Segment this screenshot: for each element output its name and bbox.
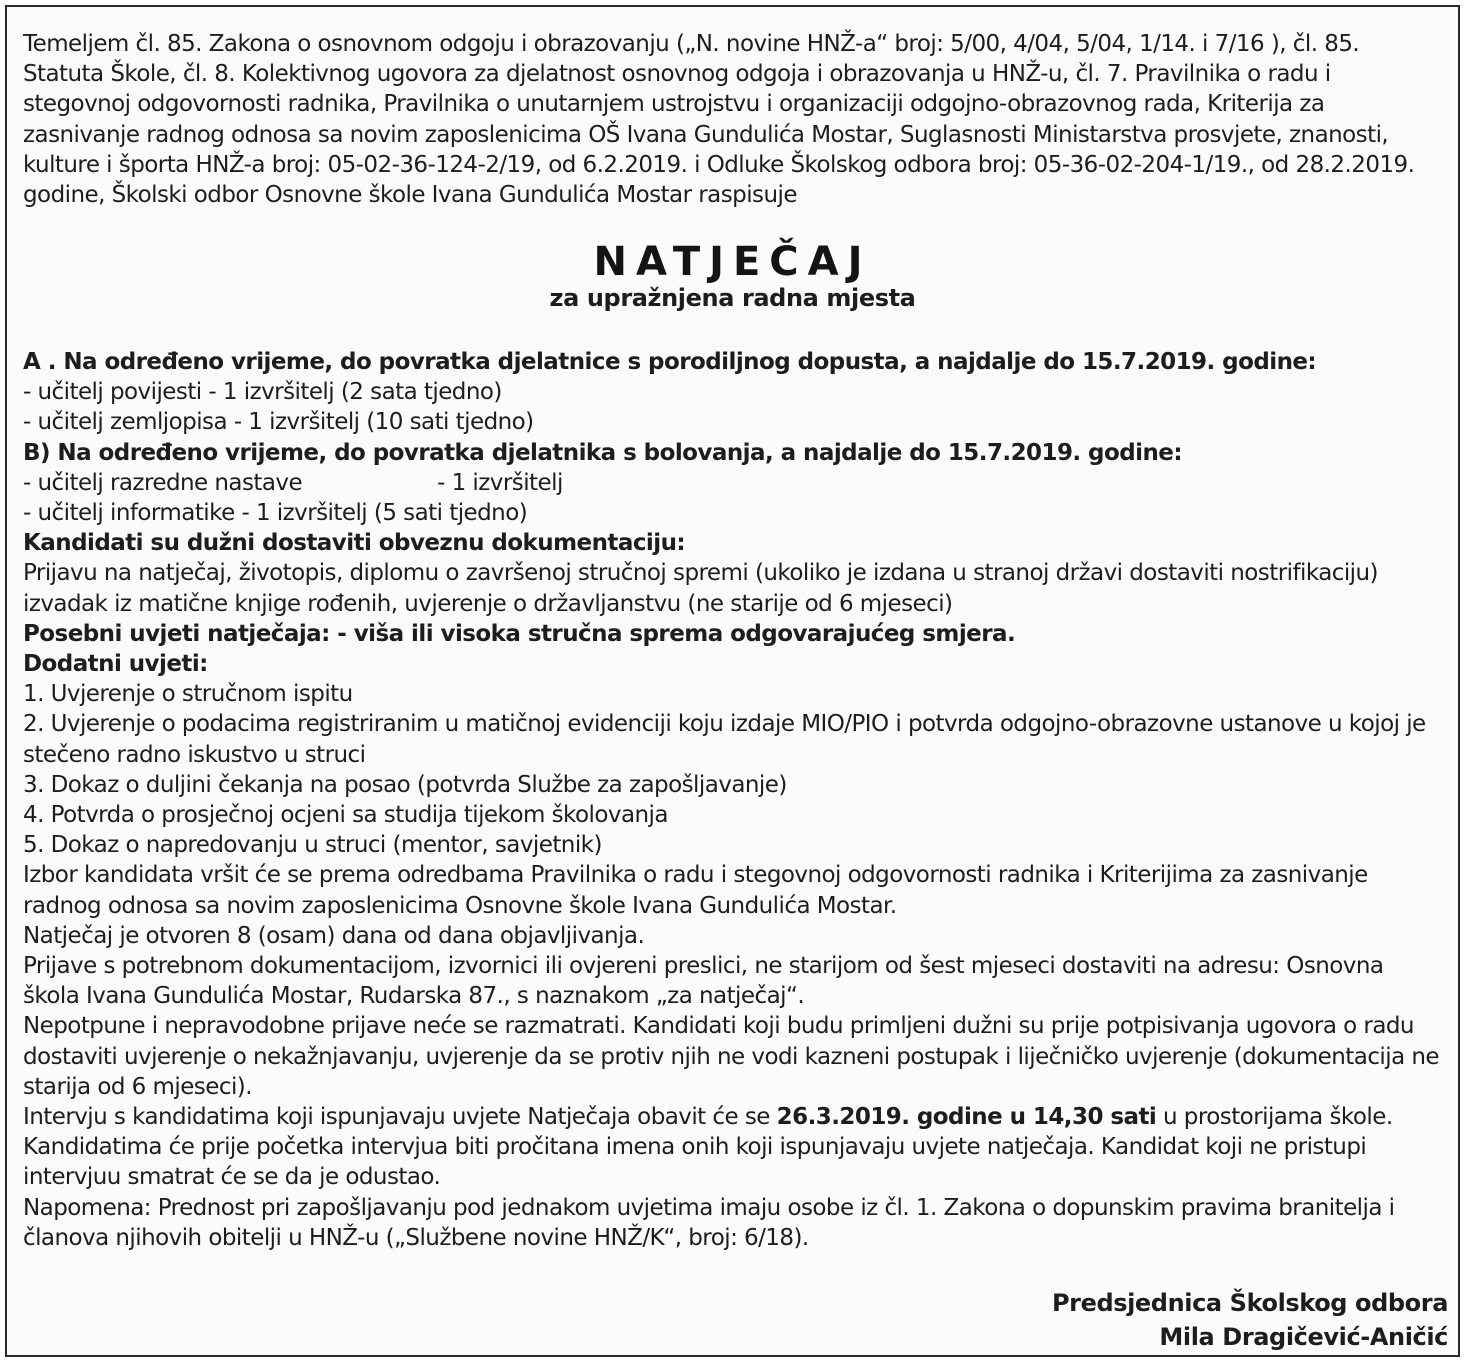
documents-heading: Kandidati su dužni dostaviti obveznu dokumentaciju: (23, 530, 686, 557)
additional-item: 4. Potvrda o prosječnoj ocjeni sa studija tijekom školovanja (23, 802, 668, 829)
incomplete-paragraph: Nepotpune i nepravodobne prijave neće se razmatrati. Kandidati koji budu primljeni dužni su prije potpisivanja ugovora o radu dostaviti uvjerenje o nekažnjavanju, uvjerenje da se protiv njih ne vodi kazneni postupak i liječničko uvjerenje (dokumentacija ne starija od 6 mjeseci). (23, 1013, 1440, 1100)
notice-body (23, 347, 1444, 1253)
open-period-paragraph: Natječaj je otvoren 8 (osam) dana od dana objavljivanja. (23, 922, 645, 949)
signature-role: Predsjednica Školskog odbora (1051, 1289, 1448, 1317)
section-b-heading: B) Na određeno vrijeme, do povratka djelatnika s bolovanja, a najdalje do 15.7.2019. godine: (23, 439, 1182, 466)
additional-item: 3. Dokaz o duljini čekanja na posao (potvrda Službe za zapošljavanje) (23, 771, 787, 798)
selection-paragraph: Izbor kandidata vršit će se prema odredbama Pravilnika o radu i stegovnoj odgovornosti radnika i Kriterijima za zasnivanje radnog odnosa sa novim zaposlenicima Osnovne škole Ivana Gundulića Mostar. (23, 862, 1368, 919)
additional-heading: Dodatni uvjeti: (23, 651, 208, 678)
applications-paragraph: Prijave s potrebnom dokumentacijom, izvornici ili ovjereni preslici, ne starijom od šest mjeseci dostaviti na adresu: Osnovna škola Ivana Gundulića Mostar, Rudarska 87., s naznakom „za natječaj“. (23, 953, 1384, 1010)
signature-block (1052, 1286, 1448, 1354)
section-b-item-name: - učitelj razredne nastave (23, 469, 303, 496)
section-a-item: - učitelj zemljopisa - 1 izvršitelj (10 sati tjedno) (23, 409, 534, 436)
section-a-item: - učitelj povijesti - 1 izvršitelj (2 sata tjedno) (23, 379, 502, 406)
additional-item: 2. Uvjerenje o podacima registriranim u matičnoj evidenciji koju izdaje MIO/PIO i potvrda odgojno-obrazovne ustanove u kojoj je stečeno radno iskustvo u struci (23, 711, 1426, 768)
notice-subtitle: za upražnjena radna mjesta (549, 284, 916, 312)
notice-title: NATJEČAJ (593, 239, 872, 285)
section-a-heading: A . Na određeno vrijeme, do povratka djelatnice s porodiljnog dopusta, a najdalje do 15.7.2019. godine: (23, 349, 1317, 375)
job-notice (5, 5, 1460, 1357)
documents-text: Prijavu na natječaj, životopis, diplomu o završenoj stručnoj spremi (ukoliko je izdana u stranoj državi dostaviti nostrifikaciju) izvadak iz matične knjige rođenih, uvjerenje o državljanstvu (ne starije od 6 mjeseci) (23, 560, 1378, 617)
interview-paragraph: Intervju s kandidatima koji ispunjavaju uvjete Natječaja obavit će se 26.3.2019. godine u 14,30 sati u prostorijama škole. Kandidatima će prije početka intervjua biti pročitana imena onih koji ispunjavaju uvjete natječaja. Kandidat koji ne pristupi intervjuu smatrat će se da je odustao. (23, 1104, 1393, 1191)
section-b-item: - učitelj informatike - 1 izvršitelj (5 sati tjedno) (23, 500, 528, 527)
special-conditions: Posebni uvjeti natječaja: - viša ili visoka stručna sprema odgovarajućeg smjera. (23, 620, 1016, 647)
signature-name: Mila Dragičević-Aničić (1159, 1323, 1448, 1351)
note-paragraph: Napomena: Prednost pri zapošljavanju pod jednakom uvjetima imaju osobe iz čl. 1. Zakona o dopunskim pravima branitelja i članova njihovih obitelji u HNŽ-u („Službene novine HNŽ/K“, broj: 6/18). (23, 1194, 1395, 1251)
intro-section (23, 29, 1444, 210)
additional-item: 5. Dokaz o napredovanju u struci (mentor, savjetnik) (23, 832, 602, 859)
section-b-item-count: - 1 izvršitelj (437, 469, 563, 496)
additional-item: 1. Uvjerenje o stručnom ispitu (23, 681, 353, 708)
intro-paragraph: Temeljem čl. 85. Zakona o osnovnom odgoju i obrazovanju („N. novine HNŽ-a“ broj: 5/00, 4/04, 5/04, 1/14. i 7/16 ), čl. 85. Statuta Škole, čl. 8. Kolektivnog ugovora za djelatnost osnovnog odgoja i obrazovanja u HNŽ-u, čl. 7. Pravilnika o radu i stegovnoj odgovornosti radnika, Pravilnika o unutarnjem ustrojstvu i organizaciji odgojno-obrazovnog rada, Kriterija za zasnivanje radnog odnosa sa novim zaposlenicima OŠ Ivana Gundulića Mostar, Suglasnosti Ministarstva prosvjete, znanosti, kulture i športa HNŽ-a broj: 05-02-36-124-2/19, od 6.2.2019. i Odluke Školskog odbora broj: 05-36-02-204-1/19., od 28.2.2019. godine, Školski odbor Osnovne škole Ivana Gundulića Mostar raspisuje (23, 31, 1415, 209)
section-b-item (23, 468, 1444, 498)
interview-date: 26.3.2019. godine u 14,30 sati (776, 1104, 1157, 1131)
notice-heading (7, 240, 1458, 312)
